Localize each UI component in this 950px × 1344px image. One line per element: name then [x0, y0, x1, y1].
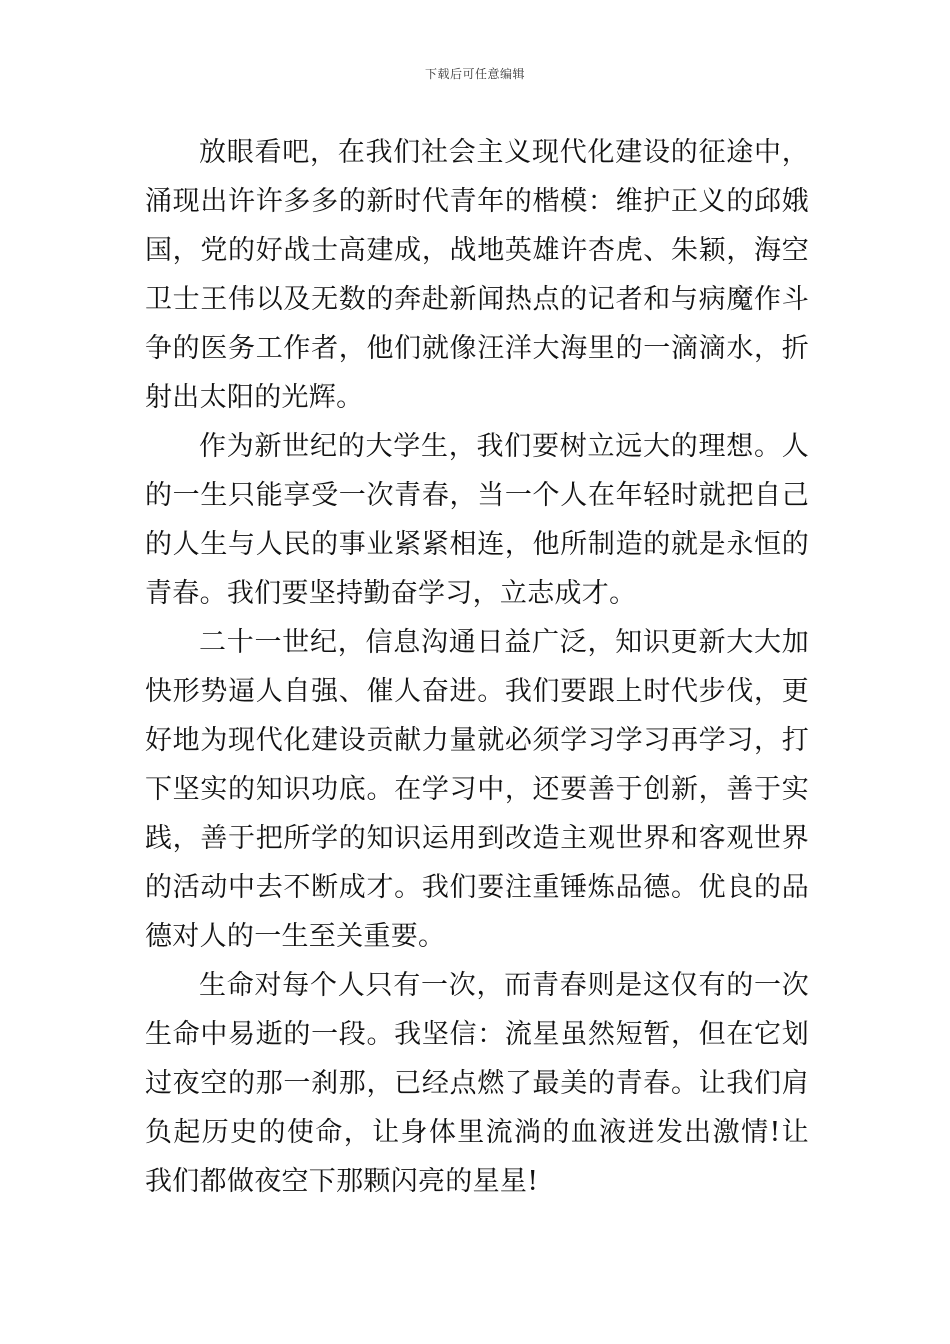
paragraph-4: 生命对每个人只有一次，而青春则是这仅有的一次生命中易逝的一段。我坚信：流星虽然短暂，但在它划过夜空的那一刹那，已经点燃了最美的青春。让我们肩负起历史的使命，让身体里流淌的血液迸发出激情!让我们都做夜空下那颗闪亮的星星!	[145, 970, 809, 1197]
document-body	[145, 128, 809, 1206]
page-header: 下载后可任意编辑	[424, 67, 525, 81]
paragraph-3: 二十一世纪，信息沟通日益广泛，知识更新大大加快形势逼人自强、催人奋进。我们要跟上时代步伐，更好地为现代化建设贡献力量就必须学习学习再学习，打下坚实的知识功底。在学习中，还要善于创新，善于实践，善于把所学的知识运用到改造主观世界和客观世界的活动中去不断成才。我们要注重锤炼品德。优良的品德对人的一生至关重要。	[145, 627, 809, 952]
paragraph-1: 放眼看吧，在我们社会主义现代化建设的征途中，涌现出许许多多的新时代青年的楷模：维护正义的邱娥国，党的好战士高建成，战地英雄许杏虎、朱颖，海空卫士王伟以及无数的奔赴新闻热点的记者和与病魔作斗争的医务工作者，他们就像汪洋大海里的一滴滴水，折射出太阳的光辉。	[145, 137, 809, 413]
paragraph-2: 作为新世纪的大学生，我们要树立远大的理想。人的一生只能享受一次青春，当一个人在年轻时就把自己的人生与人民的事业紧紧相连，他所制造的就是永恒的青春。我们要坚持勤奋学习，立志成才。	[145, 431, 809, 609]
